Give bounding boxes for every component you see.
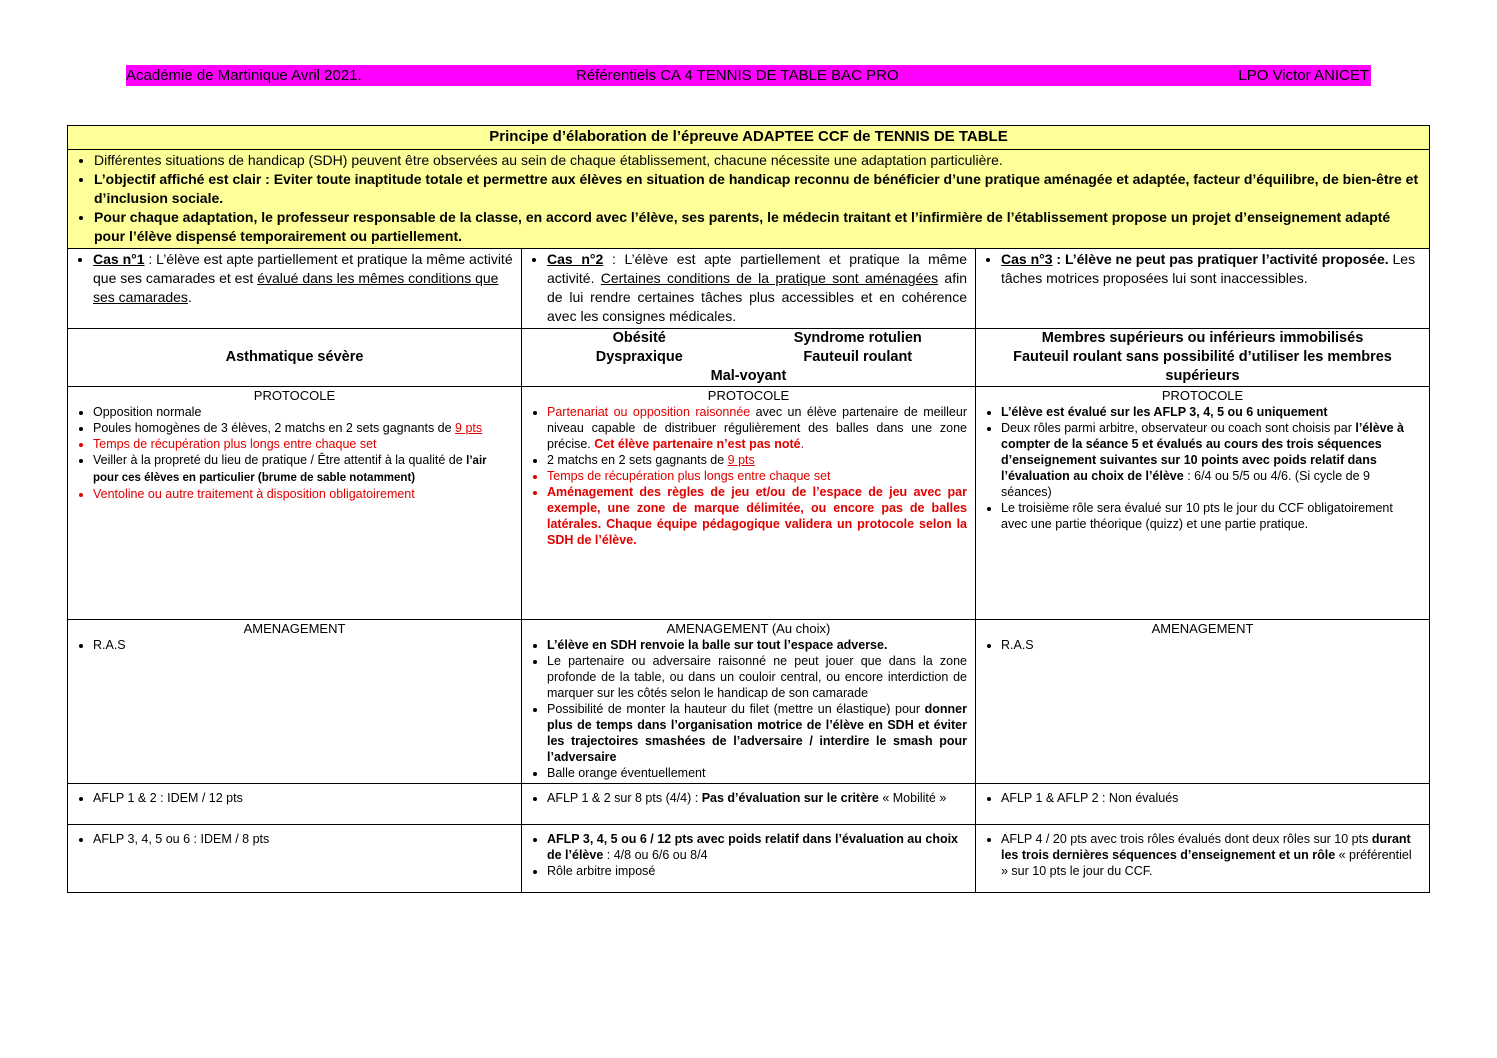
- aflp12-col3: [976, 784, 1430, 825]
- amenagement-item: • R.A.S: [93, 637, 513, 653]
- protocole-item: [547, 404, 967, 452]
- protocole-col2: [522, 387, 976, 620]
- protocole-row: [68, 387, 1430, 620]
- cases-row: [68, 249, 1430, 329]
- title-row: [68, 126, 1430, 150]
- case-label: Cas n°2: [547, 251, 604, 267]
- protocole-text: : 6/4 ou 5/5 ou 4/6. (Si cycle de 9 séances): [1001, 469, 1370, 499]
- protocole-text: Veiller à la propreté du lieu de pratique / Être attentif à la qualité de: [93, 453, 467, 467]
- profile-item: Syndrome rotulien: [793, 330, 922, 346]
- case-text: : L’élève est apte partiellement et pratique la même activité.: [547, 251, 967, 286]
- section-title: PROTOCOLE: [253, 388, 336, 403]
- aflp12-row: [68, 784, 1430, 825]
- protocole-text: avec un élève partenaire de meilleur niveau capable de distribuer régulièrement des balles dans une zone précise.: [547, 405, 968, 451]
- protocole-item: • Temps de récupération plus longs entre chaque set: [93, 436, 513, 452]
- case-3-cell: [976, 249, 1430, 329]
- aflp-item: [547, 831, 967, 863]
- aflp-item: • AFLP 3, 4, 5 ou 6 : IDEM / 8 pts: [93, 831, 513, 847]
- case-label: Cas n°3: [1001, 251, 1053, 267]
- case-2-cell: [522, 249, 976, 329]
- aflp36-row: [68, 825, 1430, 893]
- case-1: [93, 250, 513, 307]
- protocole-text: .: [800, 437, 805, 451]
- aflp-text-bold: Pas d’évaluation sur le critère: [701, 791, 879, 805]
- section-title: AMENAGEMENT: [1151, 621, 1254, 636]
- protocole-text: Deux rôles parmi arbitre, observateur ou coach sont choisis par: [1001, 421, 1356, 435]
- profile-item: Fauteuil roulant: [803, 349, 913, 365]
- case-text: afin de lui rendre certaines tâches plus accessibles et en cohérence avec les consignes médicales.: [547, 270, 967, 324]
- protocole-text-red: Cet élève partenaire n’est pas noté: [594, 437, 801, 451]
- intro-row: [68, 150, 1430, 249]
- profile-col1: Asthmatique sévère: [68, 329, 522, 387]
- protocole-item: • Opposition normale: [93, 404, 513, 420]
- section-title: PROTOCOLE: [1161, 388, 1244, 403]
- intro-cell: [68, 150, 1430, 249]
- protocole-text: 2 matchs en 2 sets gagnants de: [547, 453, 728, 467]
- header-right: LPO Victor ANICET: [1238, 67, 1369, 84]
- protocole-item: [93, 452, 513, 486]
- intro-item: • Différentes situations de handicap (SDH) peuvent être observées au sein de chaque établissement, chacune nécessite une adaptation particulière.: [94, 151, 1421, 170]
- protocole-col3: [976, 387, 1430, 620]
- case-text: .: [187, 289, 192, 305]
- protocole-item: [1001, 420, 1421, 500]
- protocole-text-red: Partenariat ou opposition raisonnée: [547, 405, 751, 419]
- aflp-text: « préférentiel » sur 10 pts le jour du CCF.: [1001, 848, 1412, 878]
- aflp-text-bold: durant les trois dernières séquences d’enseignement et un rôle: [1001, 832, 1411, 862]
- profile-item: Fauteuil roulant sans possibilité d’utiliser les membres supérieurs: [1013, 349, 1392, 384]
- amenagement-item: [547, 701, 967, 765]
- header-center: Référentiels CA 4 TENNIS DE TABLE BAC PRO: [576, 67, 899, 84]
- protocole-item: • Temps de récupération plus longs entre chaque set: [547, 468, 967, 484]
- protocole-text-bold: l’air pour ces élèves en particulier (brume de sable notamment): [93, 455, 487, 484]
- amenagement-col3: [976, 620, 1430, 784]
- protocole-item: [547, 452, 967, 468]
- case-text-bold: : L’élève ne peut pas pratiquer l’activité proposée.: [1052, 251, 1389, 267]
- intro-item: • Pour chaque adaptation, le professeur responsable de la classe, en accord avec l’élève, ses parents, le médecin traitant et l’infirmière de l’établissement propose un projet d’enseignement adapté pour l’élève dispensé temporairement ou partiellement.: [94, 208, 1421, 246]
- profiles-row: [68, 329, 1430, 387]
- protocole-item: [93, 420, 513, 436]
- protocole-col1: [68, 387, 522, 620]
- amenagement-item: • Balle orange éventuellement: [547, 765, 967, 781]
- protocole-item: • Le troisième rôle sera évalué sur 10 pts le jour du CCF obligatoirement avec une partie théorique (quizz) et une partie pratique.: [1001, 500, 1421, 532]
- aflp-text: AFLP 4 / 20 pts avec trois rôles évalués dont deux rôles sur 10 pts: [1001, 832, 1372, 846]
- header-left: Académie de Martinique Avril 2021.: [126, 67, 362, 84]
- aflp12-col2: [522, 784, 976, 825]
- protocole-text-red: 9 pts: [727, 453, 755, 467]
- protocole-text-bold: l’élève à compter de la séance 5 et évalués au cours des trois séquences d’enseignement suivantes sur 10 points avec poids relatif dans l’évaluation au choix de l’élève: [1001, 421, 1404, 483]
- section-title: PROTOCOLE: [707, 388, 790, 403]
- document-header: [126, 65, 1371, 86]
- profile-item: Mal-voyant: [710, 368, 787, 384]
- case-1-cell: [68, 249, 522, 329]
- protocole-item: • Ventoline ou autre traitement à disposition obligatoirement: [93, 486, 513, 502]
- case-text: : L’élève est apte partiellement et pratique la même activité que ses camarades et est: [93, 251, 513, 286]
- aflp36-col1: [68, 825, 522, 893]
- aflp-item: • Rôle arbitre imposé: [547, 863, 967, 879]
- profile-item: Obésité: [612, 330, 666, 346]
- aflp-text: AFLP 1 & 2 sur 8 pts (4/4) :: [547, 791, 702, 805]
- aflp-item: • AFLP 1 & AFLP 2 : Non évalués: [1001, 790, 1421, 806]
- amenagement-col1: [68, 620, 522, 784]
- profile-item: Dyspraxique: [595, 349, 683, 365]
- amenagement-text: Possibilité de monter la hauteur du filet (mettre un élastique) pour: [547, 702, 925, 716]
- aflp-item: • AFLP 1 & 2 : IDEM / 12 pts: [93, 790, 513, 806]
- amenagement-item: • R.A.S: [1001, 637, 1421, 653]
- aflp-text-bold: AFLP 3, 4, 5 ou 6 / 12 pts avec poids relatif dans l’évaluation au choix de l’élève: [547, 832, 959, 862]
- section-title: AMENAGEMENT (Au choix): [666, 621, 831, 636]
- amenagement-text-bold: donner plus de temps dans l’organisation motrice de l’élève en SDH et éviter les trajectoires smashées de l’adversaire / interdire le smash pour l’adversaire: [547, 702, 967, 764]
- profile-item: Membres supérieurs ou inférieurs immobilisés: [1041, 330, 1364, 346]
- ccf-table: [67, 125, 1430, 893]
- aflp-item: [1001, 831, 1421, 879]
- case-text-underlined: Certaines conditions de la pratique sont aménagées: [600, 270, 939, 286]
- aflp12-col1: [68, 784, 522, 825]
- protocole-item: • Aménagement des règles de jeu et/ou de l’espace de jeu avec par exemple, une zone de marque délimitée, ou encore pas de balles latérales. Chaque équipe pédagogique validera un protocole selon la SDH de l’élève.: [547, 484, 967, 548]
- aflp36-col3: [976, 825, 1430, 893]
- amenagement-item: • L’élève en SDH renvoie la balle sur tout l’espace adverse.: [547, 637, 967, 653]
- protocole-text: Poules homogènes de 3 élèves, 2 matchs en 2 sets gagnants de: [93, 421, 456, 435]
- aflp36-col2: [522, 825, 976, 893]
- case-label: Cas n°1: [93, 251, 145, 267]
- section-title: AMENAGEMENT: [243, 621, 346, 636]
- protocole-item: • L’élève est évalué sur les AFLP 3, 4, 5 ou 6 uniquement: [1001, 404, 1421, 420]
- aflp-text: : 4/8 ou 6/6 ou 8/4: [603, 848, 708, 862]
- amenagement-item: • Le partenaire ou adversaire raisonné ne peut jouer que dans la zone profonde de la table, ou dans un couloir central, ou encore interdiction de marquer sur les côtés selon le handicap de son camarade: [547, 653, 967, 701]
- case-text: Les tâches motrices proposées lui sont inaccessibles.: [1001, 251, 1416, 286]
- intro-item: • L’objectif affiché est clair : Eviter toute inaptitude totale et permettre aux élèves en situation de handicap reconnu de bénéficier d’une pratique aménagée et adaptée, facteur d’équilibre, de bien-être et d’inclusion sociale.: [94, 170, 1421, 208]
- aflp-item: [547, 790, 967, 806]
- profile-col2: [522, 329, 976, 387]
- case-2: [547, 250, 967, 326]
- protocole-text-red: 9 pts: [455, 421, 483, 435]
- aflp-text: « Mobilité »: [878, 791, 947, 805]
- case-3: [1001, 250, 1421, 288]
- table-title: Principe d’élaboration de l’épreuve ADAPTEE CCF de TENNIS DE TABLE: [68, 126, 1430, 150]
- amenagement-row: [68, 620, 1430, 784]
- profile-col3: [976, 329, 1430, 387]
- amenagement-col2: [522, 620, 976, 784]
- case-text-underlined: évalué dans les mêmes conditions que ses camarades: [93, 270, 499, 305]
